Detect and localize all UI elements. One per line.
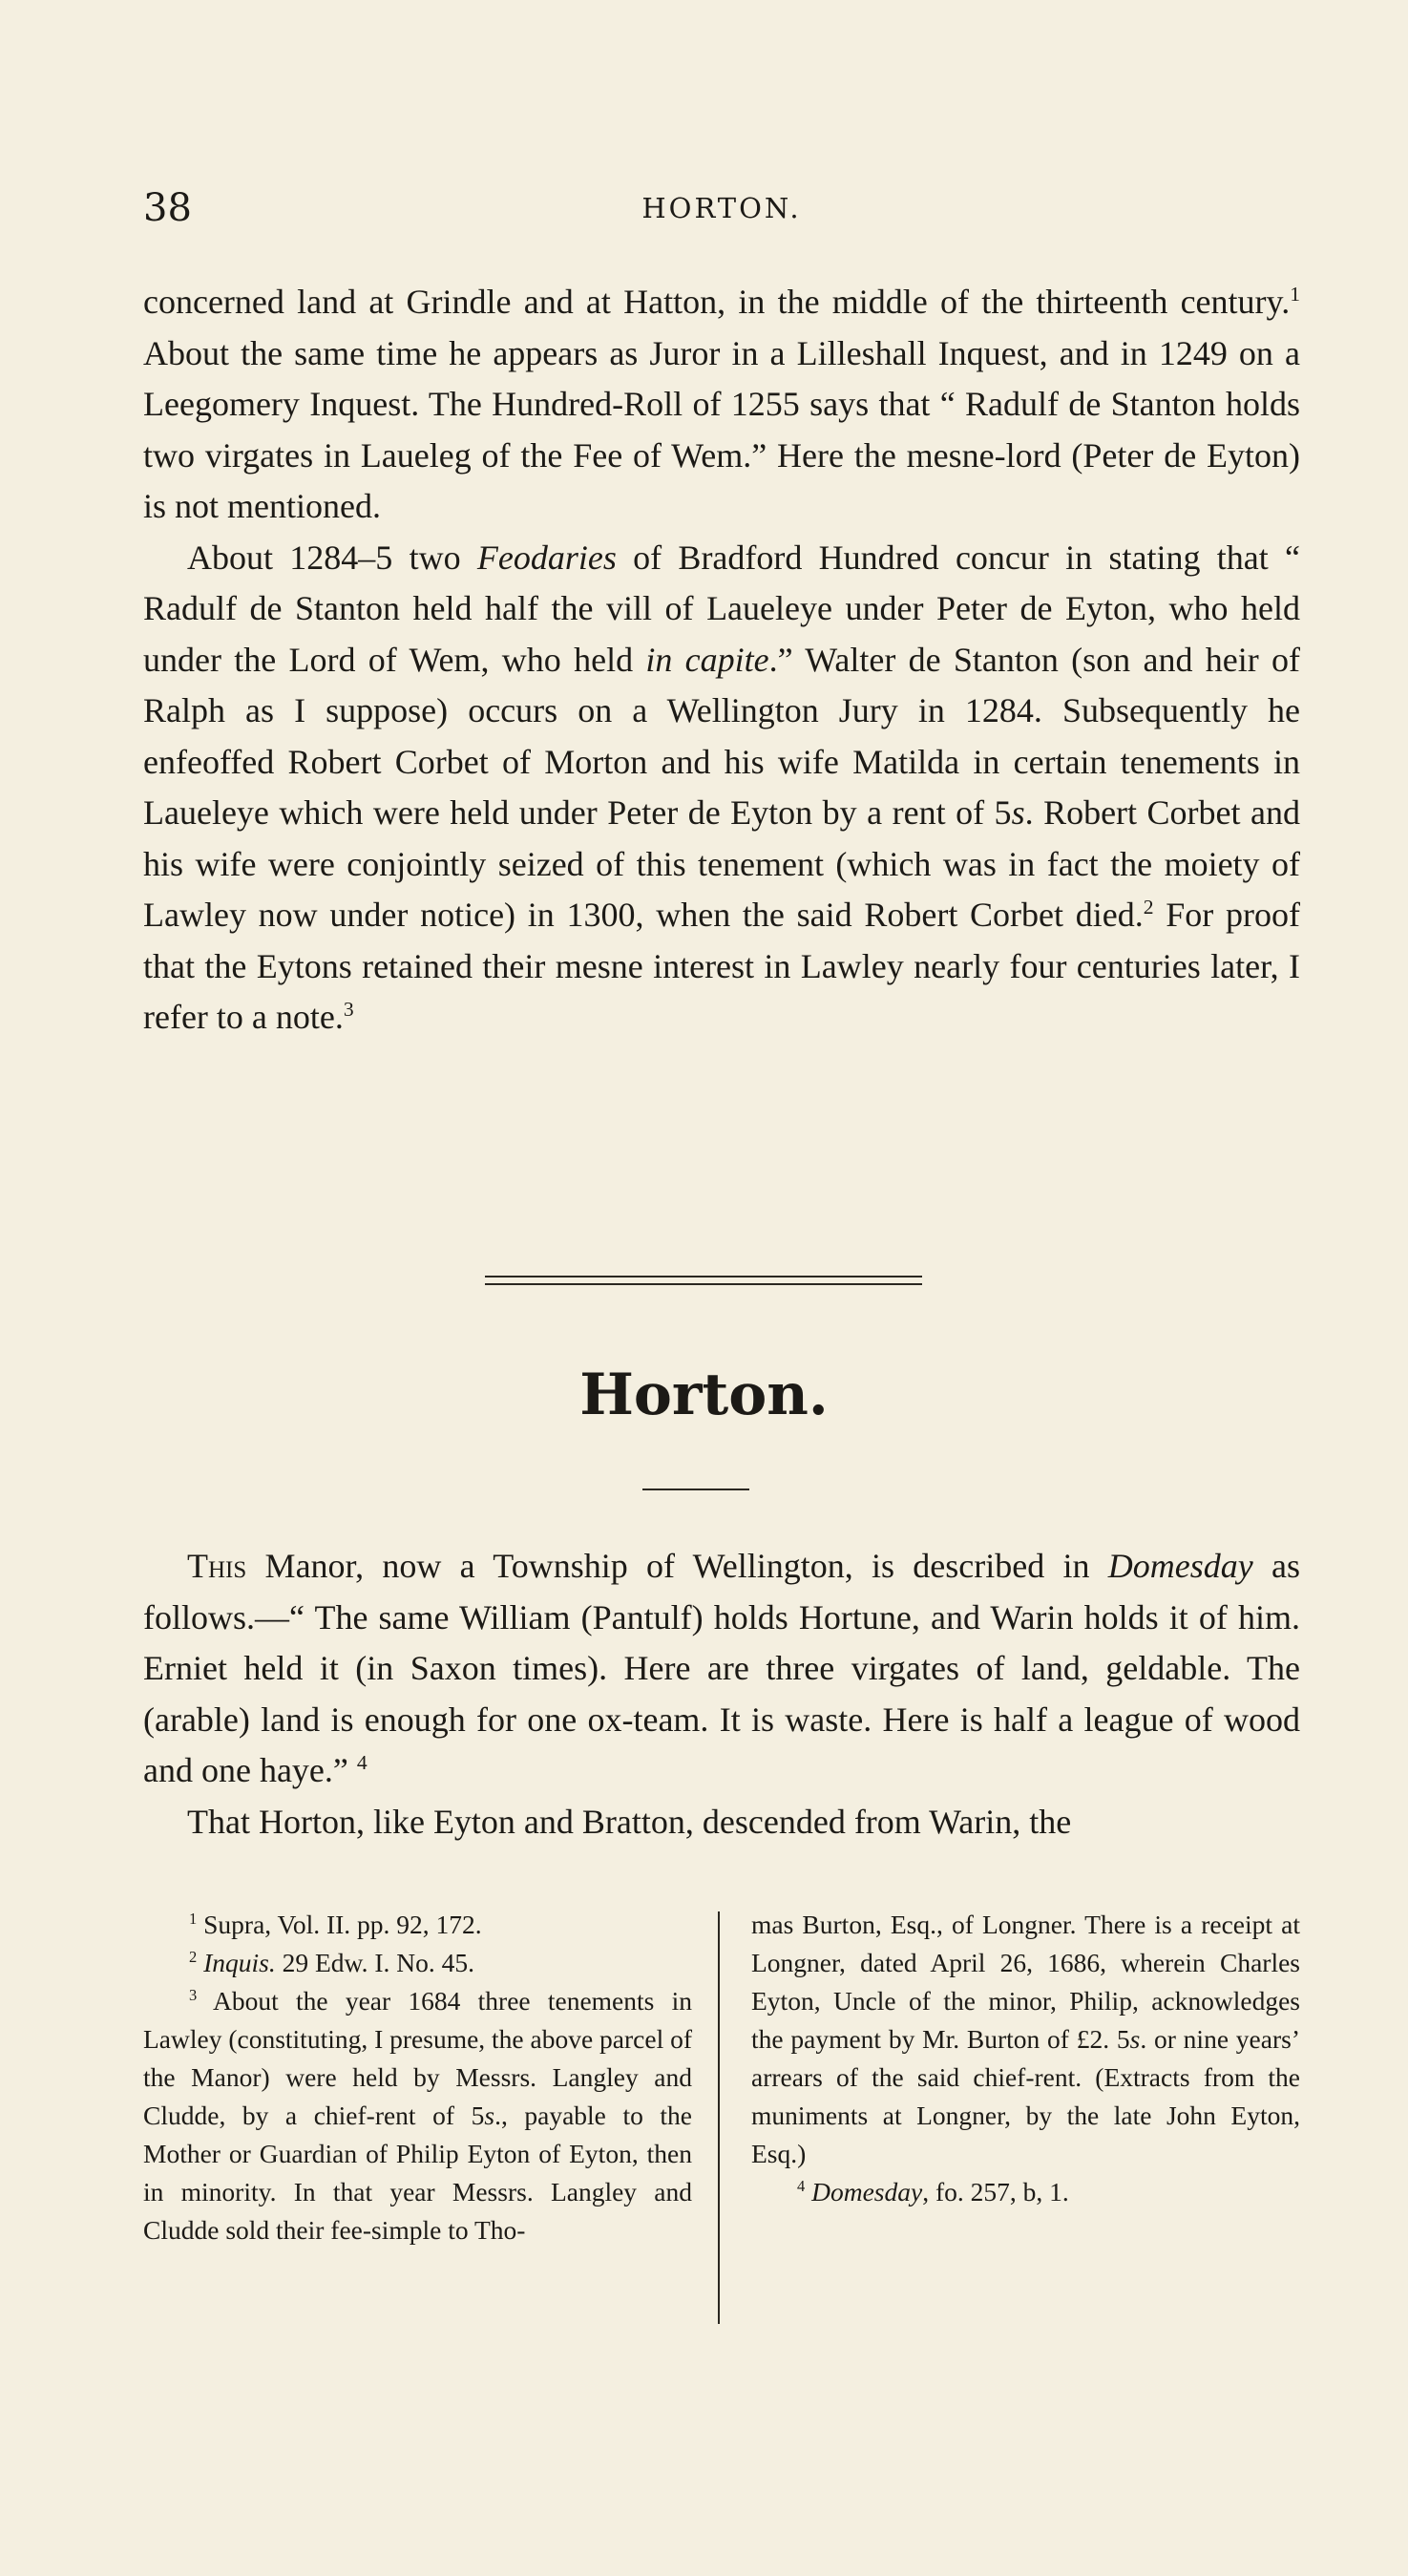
footnote-column-left	[143, 1906, 692, 2249]
italic-term: Feodaries	[476, 538, 617, 577]
small-caps-opening: This	[187, 1547, 247, 1585]
italic-term: s	[1129, 2024, 1141, 2054]
italic-term: s	[1011, 793, 1025, 832]
footnote	[751, 2173, 1300, 2211]
italic-term: in capite	[645, 640, 769, 679]
text-run: . or nine years’ arrears of the said chief-rent. (Extracts from the muniments at Longner, by the late John Eyton, Esq.)	[751, 2024, 1300, 2168]
text-run: About the same time he appears as Juror in a Lilleshall Inquest, and in 1249 on a Leegomery Inquest. The Hundred-Roll of 1255 says that “ Radulf de Stanton holds two virgates in Laueleg of the Fee of Wem.” Here the mesne-lord (Peter de Eyton) is not mentioned.	[143, 333, 1300, 525]
footnote-ref: 4	[356, 1751, 368, 1774]
paragraph	[143, 277, 1300, 533]
footnote-number: 3	[189, 1985, 198, 2004]
column-divider	[718, 1911, 720, 2324]
text-run: . Robert Corbet and his wife were conjointly seized of this tenement (which was in fact the moiety of Lawley now under notice) in 1300, when the said Robert Corbet died.	[143, 793, 1300, 934]
footnote-number: 1	[189, 1909, 198, 1928]
footnote-continuation	[751, 1906, 1300, 2173]
footnote-column-right	[751, 1906, 1300, 2211]
footnote-ref: 2	[1143, 896, 1154, 918]
text-run: .” Walter de Stanton (son and heir of Ralph as I suppose) occurs on a Wellington Jury in 1284. Subsequently he enfeoffed Robert Corbet of Morton and his wife Matilda in certain tenements in Laueleye which were held under Peter de Eyton by a rent of 5	[143, 640, 1300, 832]
footnotes	[143, 1906, 1300, 2326]
title-underline	[642, 1489, 749, 1490]
text-run: About the year 1684 three tenements in Lawley (constituting, I presume, the above parcel of the Manor) were held by Messrs. Langley and Cludde, by a chief-rent of 5	[143, 1986, 693, 2130]
italic-term: Domesday	[1107, 1547, 1253, 1585]
footnote	[143, 1982, 692, 2249]
text-run: mas Burton, Esq., of Longner. There is a receipt at Longner, dated April 26, 1686, wherein Charles Eyton, Uncle of the minor, Philip, acknowledges the payment by Mr. Burton of £2. 5	[751, 1910, 1300, 2054]
footnote-number: 4	[797, 2176, 806, 2195]
footnote-ref: 3	[343, 998, 354, 1021]
italic-term: Domesday	[805, 2177, 923, 2206]
italic-term: s	[484, 2101, 495, 2130]
footnote-ref: 1	[1290, 283, 1300, 306]
section-divider	[485, 1276, 922, 1285]
paragraph: That Horton, like Eyton and Bratton, descended from Warin, the	[187, 1802, 1072, 1841]
footnote	[143, 1944, 692, 1982]
italic-term: Inquis.	[197, 1948, 276, 1977]
paragraph	[143, 1541, 1300, 1797]
text-run: Supra, Vol. II. pp. 92, 172.	[197, 1910, 482, 1939]
text-run: , fo. 257, b, 1.	[922, 2177, 1069, 2206]
text-run: Manor, now a Township of Wellington, is described in	[246, 1547, 1108, 1585]
lawley-continuation-text	[143, 277, 1300, 1044]
text-run: ., payable to the Mother or Guardian of Philip Eyton of Eyton, then in minority. In that year Messrs. Langley and Cludde sold their fee-simple to Tho-	[143, 2101, 692, 2245]
text-run: 29 Edw. I. No. 45.	[275, 1948, 475, 1977]
page-number: 38	[143, 186, 192, 230]
footnote	[143, 1906, 692, 1944]
page-header	[143, 186, 1300, 234]
text-run: For proof that the Eytons retained their mesne interest in Lawley nearly four centuries later, I refer to a note.	[143, 896, 1300, 1036]
horton-section-text	[143, 1541, 1300, 1848]
footnote-number: 2	[189, 1947, 198, 1966]
text-run: as follows.—“ The same William (Pantulf) holds Hortune, and Warin holds it of him. Erniet held it (in Saxon times). Here are three virgates of land, geldable. The (arable) land is enough for one ox-team. It is waste. Here is half a league of wood and one haye.”	[143, 1547, 1300, 1789]
section-title: Horton.	[579, 1362, 829, 1428]
running-head: HORTON.	[641, 192, 802, 224]
text-run: About 1284–5 two	[187, 538, 477, 577]
paragraph	[143, 533, 1300, 1044]
text-run: concerned land at Grindle and at Hatton, in the middle of the thirteenth century.	[143, 283, 1291, 321]
text-run: of Bradford Hundred concur in stating that “ Radulf de Stanton held half the vill of Laueleye under Peter de Eyton, who held under the Lord of Wem, who held	[143, 538, 1301, 679]
